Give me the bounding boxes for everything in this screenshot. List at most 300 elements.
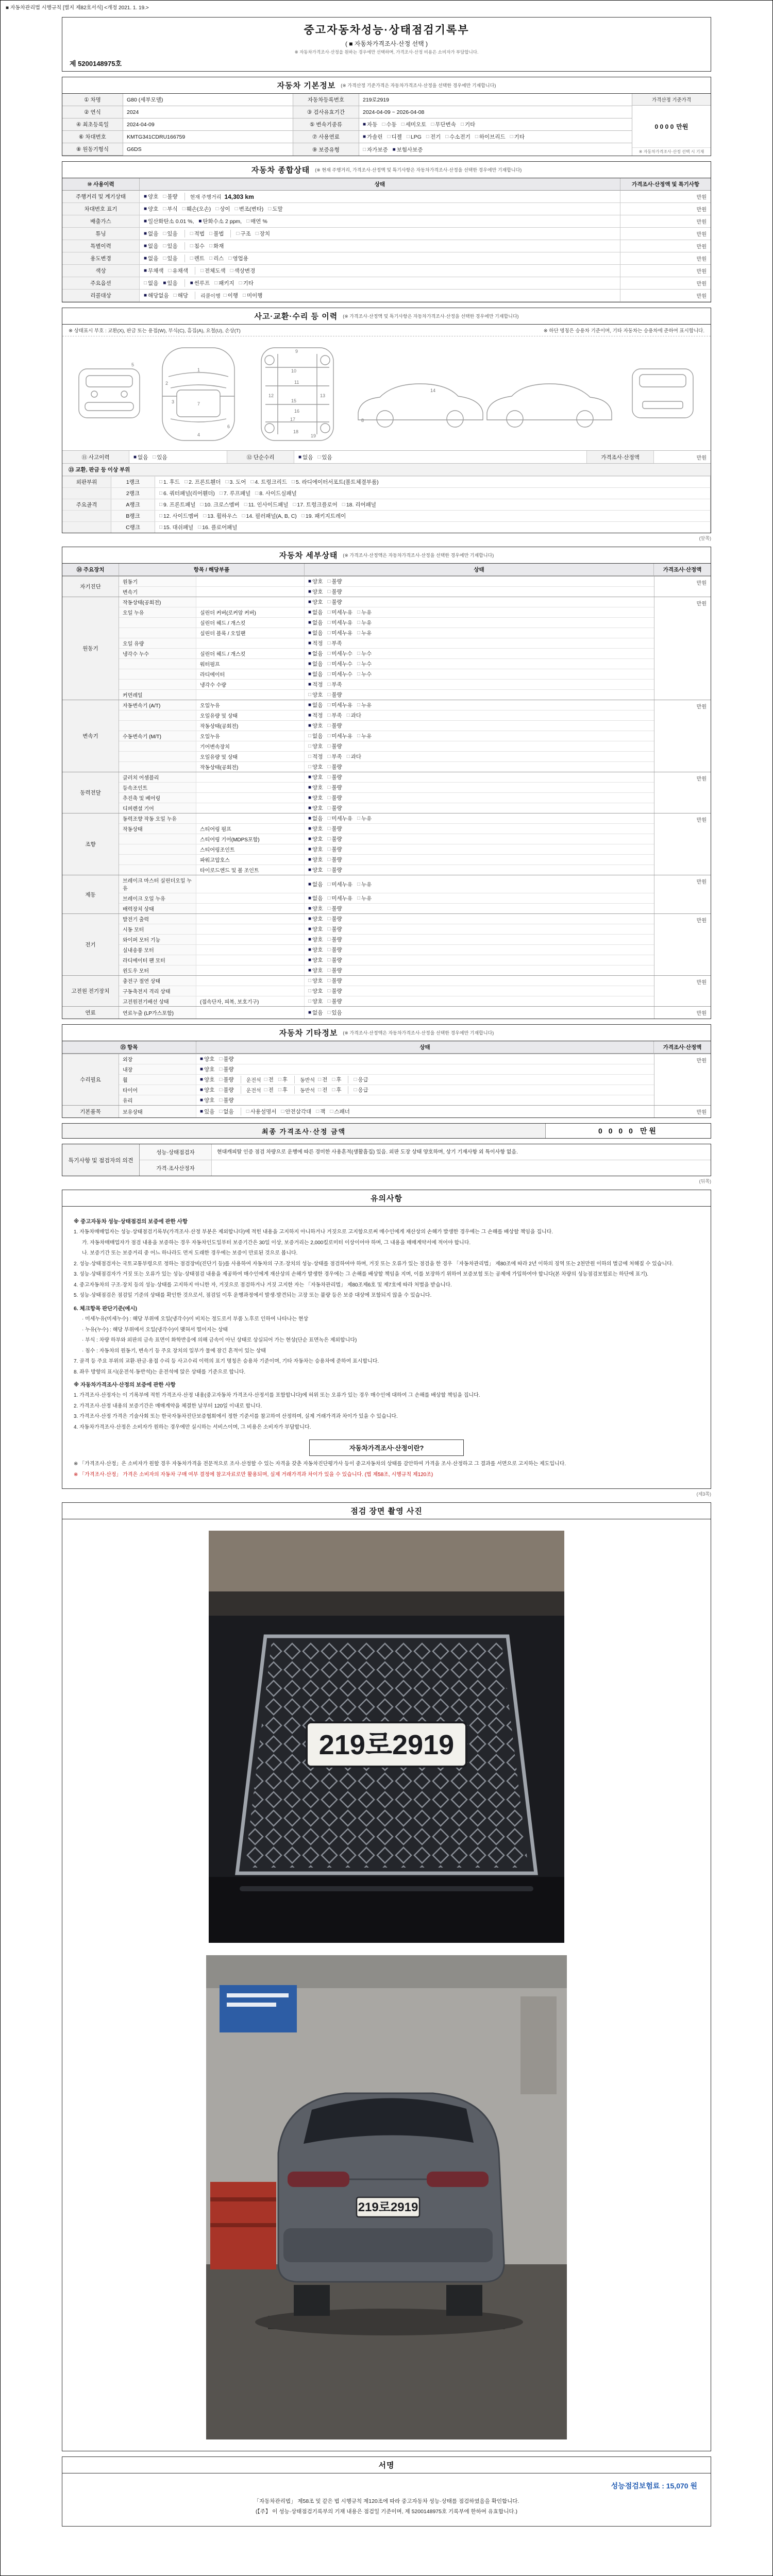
checkbox-option <box>308 742 323 750</box>
checkbox-option <box>308 894 323 902</box>
etc-row <box>119 1106 654 1117</box>
option-label: 양호 <box>204 1087 215 1093</box>
field-label: ① 차명 <box>62 94 123 106</box>
notice-paragraph: 6. 체크항목 판단기준(예시) <box>74 1305 138 1312</box>
car-damage-diagram <box>62 336 711 451</box>
panel-options <box>155 499 711 510</box>
checkbox-icon: □ <box>318 1087 322 1093</box>
device-group-price: 만원 <box>654 875 711 913</box>
state-segment <box>144 267 193 275</box>
option-label: 양호 <box>148 194 159 200</box>
checkbox-option <box>308 794 323 802</box>
checkbox-option <box>327 794 342 802</box>
checkbox-icon: □ <box>318 1077 322 1082</box>
option-label: 없음 <box>312 609 323 616</box>
field-label: ④ 최초등록일 <box>62 118 123 131</box>
etc-part: 유리 <box>119 1095 196 1105</box>
device-part <box>119 855 196 865</box>
checkbox-option <box>363 121 377 128</box>
checkbox-option <box>308 866 323 874</box>
device-part: 실내송풍 모터 <box>119 945 196 955</box>
option-label: 양호 <box>312 937 323 943</box>
checkbox-option <box>327 815 352 822</box>
option-label: 해당 <box>177 293 188 299</box>
wheel <box>294 2285 330 2316</box>
option-label: 양호 <box>312 988 323 994</box>
state-segment <box>308 773 347 781</box>
device-part <box>119 659 196 669</box>
checkbox-icon: ■ <box>308 881 312 887</box>
checkbox-option <box>219 1076 233 1083</box>
checkbox-icon: □ <box>173 293 177 298</box>
remarks-row <box>140 1144 711 1160</box>
checkbox-option <box>308 915 323 923</box>
checkbox-icon: ■ <box>190 280 193 286</box>
notice-paragraph: 가. 자동차매매업자가 점검 내용을 보증하는 경우 자동차인도일부터 보증기간은 30일 이상, 보증거리는 2,000킬로미터 이상이어야 하며, 그 내용을 매매계약서에 적어야 합니다. <box>82 1240 471 1246</box>
device-state <box>305 577 654 586</box>
checkbox-icon: □ <box>159 513 163 519</box>
notice-paragraph: ※ 자동차가격조사·산정의 보증에 관한 사항 <box>74 1382 176 1388</box>
document-header <box>62 17 711 72</box>
section-note: (※ 가격조사·산정액은 자동차가격조사·산정을 선택한 경우에만 기재합니다) <box>343 1030 494 1036</box>
state-segment <box>144 205 288 213</box>
option-label: 불량 <box>331 579 342 585</box>
option-label: 양호 <box>312 906 323 912</box>
checkbox-icon: □ <box>182 206 186 212</box>
legend-note: ※ 하단 명칭은 승용차 기준이며, 기타 자동차는 승용차에 준하여 표시합니다. <box>543 328 704 334</box>
price-survey-definition-paragraph: ※ 「가격조사·산정」은 소비자가 원할 경우 자동차가격을 전문적으로 조사·산정할 수 있는 자격을 갖춘 자동차진단평가사 등이 중고자동차의 상태를 감안하여 가격을 조사·산정하고 그 결과를 서면으로 고지하는 제도입니다. <box>74 1461 566 1467</box>
field-label: 자동차등록번호 <box>293 94 359 106</box>
checkbox-icon: ■ <box>308 857 312 862</box>
panel-category <box>62 511 111 521</box>
state-segment <box>308 588 347 596</box>
device-item: 파워고압호스 <box>196 855 305 865</box>
option-label: 미세누유 <box>331 620 352 626</box>
segment-label: 리콜이행 <box>200 294 221 299</box>
state-segment <box>308 905 347 912</box>
section-accident-header <box>62 308 711 325</box>
device-state <box>305 607 654 617</box>
checkbox-option <box>332 1086 341 1094</box>
svg-text:10: 10 <box>291 368 297 374</box>
checkbox-icon: ■ <box>200 1077 204 1082</box>
device-part <box>119 834 196 844</box>
checkbox-option <box>239 279 254 287</box>
base-price-label: 가격산정 기준가격 <box>632 94 711 106</box>
checkbox-option <box>347 753 361 760</box>
checkbox-icon: □ <box>327 599 331 605</box>
checkbox-option <box>327 701 352 709</box>
field-value <box>359 106 632 118</box>
device-row <box>119 844 654 854</box>
checkbox-option <box>327 588 342 596</box>
section-overall-header <box>62 162 711 178</box>
checkbox-icon: □ <box>431 122 434 127</box>
checkbox-option <box>219 1065 233 1073</box>
row-state <box>140 277 620 290</box>
checkbox-icon: ■ <box>200 1056 204 1062</box>
option-label: 안전삼각대 <box>285 1109 312 1115</box>
device-item <box>196 986 305 996</box>
row-label: 주행거리 및 계기상태 <box>62 191 140 203</box>
checkbox-icon: □ <box>215 206 219 212</box>
option-label: 4. 트렁크리드 <box>255 479 287 485</box>
state-segment <box>144 279 182 287</box>
device-row <box>119 741 654 751</box>
etc-state <box>196 1075 654 1084</box>
checkbox-option <box>342 501 376 509</box>
checkbox-option <box>209 255 224 262</box>
checkbox-option <box>363 146 388 154</box>
checkbox-option <box>200 1096 214 1104</box>
option-label: 있음 <box>204 1109 215 1115</box>
etc-row <box>119 1064 654 1074</box>
state-segment <box>184 242 229 250</box>
device-item <box>196 793 305 803</box>
option-label: 없음 <box>148 243 159 249</box>
checkbox-icon: ■ <box>144 256 147 261</box>
row-price: 만원 <box>620 203 711 215</box>
option-label: LPG <box>410 133 422 140</box>
etc-state <box>196 1095 654 1105</box>
notice-paragraph: 1. 자동차매매업자는 성능·상태점검기록부(가격조사·산정 부분은 제외합니다)에 적힌 내용을 고지하지 아니하거나 거짓으로 고지함으로써 매수인에게 재산상의 손해가 발생한 경우에는 그 손해를 배상할 책임을 집니다. <box>74 1229 553 1235</box>
checkbox-icon: □ <box>401 122 405 127</box>
checkbox-icon: □ <box>327 609 331 615</box>
checkbox-option <box>144 255 158 262</box>
field-value <box>359 94 632 106</box>
checkbox-option <box>308 956 323 964</box>
section-accident-history <box>62 308 711 533</box>
option-label: 양호 <box>312 846 323 853</box>
overall-table-head <box>62 178 711 191</box>
checkbox-option <box>327 670 352 678</box>
device-state <box>305 752 654 761</box>
device-state <box>305 628 654 638</box>
checkbox-icon: □ <box>317 454 321 460</box>
checkbox-icon: □ <box>357 661 361 667</box>
checkbox-option <box>327 997 342 1005</box>
device-item <box>196 772 305 782</box>
checkbox-icon: □ <box>327 867 331 873</box>
base-price-digits: 0 0 0 0 <box>654 123 674 130</box>
row-state <box>140 265 620 277</box>
checkbox-option <box>327 763 342 771</box>
column-header: 항목 / 해당부품 <box>119 564 305 576</box>
checkbox-option <box>144 292 169 299</box>
checkbox-icon: □ <box>330 1109 333 1114</box>
checkbox-option <box>327 977 342 985</box>
checkbox-option <box>308 650 323 657</box>
checkbox-option <box>357 701 372 709</box>
base-price-note: ※ 자동차가격조사·산정 선택 시 기재 <box>632 147 711 156</box>
price-value: 만원 <box>696 455 707 461</box>
option-label: 전 <box>268 1077 274 1083</box>
notice-paragraph: 1. 가격조사·산정자는 이 기록부에 적힌 가격조사·산정 내용(중고자동차 가격조사·산정서를 포함합니다)에 허위 또는 오류가 있는 경우 매수인에 대하여 그 손해를 배상할 책임을 집니다. <box>74 1393 480 1399</box>
checkbox-option <box>224 292 238 299</box>
etc-group-price: 만원 <box>654 1054 711 1105</box>
state-segment <box>308 866 347 874</box>
checkbox-option <box>243 292 262 299</box>
device-item: 실린더 헤드 / 개스킷 <box>196 618 305 628</box>
device-row <box>119 586 654 597</box>
checkbox-icon: □ <box>327 957 331 963</box>
svg-text:5: 5 <box>131 362 135 367</box>
device-group-price: 만원 <box>654 1007 711 1019</box>
option-label: 양호 <box>204 1097 215 1104</box>
device-group-name: 변속기 <box>62 700 119 772</box>
section-note: (※ 가격조사·산정액 및 특기사항은 자동차가격조사·산정을 선택한 경우에만 기재합니다) <box>343 314 519 319</box>
checkbox-icon: □ <box>200 268 204 274</box>
form-reference: ■ 자동차관리법 시행규칙 [별지 제82호서식] <개정 2021. 1. 19.> <box>6 5 149 11</box>
photos-body <box>62 1519 711 2451</box>
device-item <box>196 783 305 792</box>
checkbox-option <box>281 1108 311 1115</box>
option-label: 양호 <box>312 826 323 832</box>
price-survey-definition-paragraph: ※ 「가격조사·산정」 가격은 소비자의 자동차 구매 여부 결정에 참고자료로만 활용되며, 실제 거래가격과 차이가 있을 수 있습니다. (법 제58조, 시행규칙 제120조) <box>74 1471 433 1478</box>
device-part: 충전구 절연 상태 <box>119 976 196 986</box>
checkbox-option <box>144 193 158 200</box>
option-label: 매연 <box>250 218 261 225</box>
row-label: 색상 <box>62 265 140 277</box>
checkbox-icon: ■ <box>308 579 312 584</box>
option-label: 불량 <box>331 857 342 863</box>
state-segment <box>308 936 347 943</box>
section-title: 유의사항 <box>371 1194 402 1203</box>
section-title: 자동차 종합상태 <box>251 166 310 175</box>
device-row <box>119 854 654 865</box>
checkbox-option <box>445 133 470 141</box>
field-value-text: 2024 <box>127 109 139 115</box>
option-label: 이행 <box>227 293 238 299</box>
option-label: 미세누유 <box>331 895 352 902</box>
notice-paragraph: 2. 성능·상태점검자는 국토교통부령으로 정하는 점검장비(진단기 등)를 사용하여 자동차의 구조·장치의 성능·상태를 점검하여야 하며, 거짓 또는 오류가 있는 점검을 한 경우 「자동차관리법」 제80조에 따라 2년 이하의 징역 또는 2천만원 이하의 벌금에 처해질 수 있습니다. <box>74 1261 674 1267</box>
checkbox-icon: □ <box>278 1087 281 1093</box>
device-part <box>119 844 196 854</box>
checkbox-icon: □ <box>346 754 350 759</box>
option-label: 부족 <box>331 640 342 647</box>
state-segment <box>308 732 376 740</box>
checkbox-icon: ■ <box>308 774 312 780</box>
option-label: 5. 라디에이터서포트(볼트체결부품) <box>295 479 379 485</box>
overall-row <box>62 290 711 302</box>
option-label: 전 <box>322 1077 328 1083</box>
checkbox-option <box>308 629 323 637</box>
checkbox-icon: □ <box>255 231 259 236</box>
option-label: 영업용 <box>232 256 248 262</box>
device-part: 구동축전지 격리 상태 <box>119 986 196 996</box>
checkbox-option <box>461 121 475 128</box>
row-state <box>140 290 620 302</box>
device-row <box>119 782 654 792</box>
checkbox-option <box>235 205 264 213</box>
row-price: 만원 <box>620 240 711 252</box>
document-content <box>62 17 711 2527</box>
checkbox-icon: □ <box>190 243 193 249</box>
checkbox-option <box>190 279 210 287</box>
option-label: 불량 <box>331 957 342 963</box>
device-part: 냉각수 누수 <box>119 649 196 658</box>
checkbox-option <box>327 773 342 781</box>
checkbox-option <box>200 1055 214 1063</box>
checkbox-icon: □ <box>242 513 245 519</box>
checkbox-icon: □ <box>219 490 223 496</box>
checkbox-icon: □ <box>327 723 331 728</box>
panel-rank: B랭크 <box>111 511 155 521</box>
device-part <box>119 741 196 751</box>
checkbox-option <box>308 701 323 709</box>
checkbox-icon: □ <box>357 630 361 636</box>
checkbox-option <box>407 134 422 140</box>
checkbox-option <box>327 845 342 853</box>
state-segment <box>144 217 272 225</box>
option-label: 색상변경 <box>234 268 256 274</box>
checkbox-option <box>278 1086 288 1094</box>
inspection-insurance-fee <box>76 2481 697 2491</box>
option-label: 불량 <box>331 774 342 781</box>
notice-paragraph: 3. 성능·상태점검자가 거짓 또는 오류가 있는 성능·상태점검 내용을 제공하여 매수인에게 재산상의 손해가 발생한 경우에는 그 손해를 배상할 책임을 지며, 이를 보장하기 위하여 보증보험 또는 공제에 가입하여야 합니다(본 차량의 성능점검보험료는 하단에 표기). <box>74 1272 649 1278</box>
checkbox-icon: □ <box>327 998 331 1004</box>
checkbox-option <box>327 578 342 585</box>
row-state <box>140 252 620 265</box>
state-segment <box>184 255 253 262</box>
checkbox-option <box>144 230 158 238</box>
checkbox-icon: ■ <box>308 916 312 922</box>
field-value-text: G6DS <box>127 146 142 152</box>
option-label: 불량 <box>331 988 342 994</box>
device-item <box>196 814 305 823</box>
checkbox-option <box>387 133 401 141</box>
panel-rank: 2랭크 <box>111 488 155 499</box>
device-group-name: 자기진단 <box>62 577 119 597</box>
device-item: 스티어링조인트 <box>196 844 305 854</box>
option-label: 상이 <box>220 206 230 212</box>
checkbox-icon: ■ <box>198 218 202 224</box>
checkbox-icon: □ <box>346 713 350 718</box>
option-label: 있음 <box>331 1010 342 1016</box>
panel-options <box>155 477 711 487</box>
state-segment <box>294 1076 346 1083</box>
checkbox-option <box>308 905 323 912</box>
option-label: 부족 <box>331 713 342 719</box>
state-segment <box>200 1096 239 1104</box>
checkbox-option <box>327 608 352 616</box>
checkbox-option <box>308 763 323 771</box>
checkbox-option <box>244 501 289 509</box>
option-label: 없음 <box>312 1010 323 1016</box>
section-title: 자동차 세부상태 <box>279 551 338 560</box>
checkbox-icon: ■ <box>308 836 312 842</box>
checkbox-option <box>308 977 323 985</box>
checkbox-icon: □ <box>219 1066 223 1072</box>
state-segment <box>308 987 347 995</box>
option-label: 15. 대쉬패널 <box>163 524 194 531</box>
checkbox-option <box>301 512 346 520</box>
checkbox-icon: □ <box>209 231 213 236</box>
svg-text:18: 18 <box>293 429 299 434</box>
checkbox-option <box>308 967 323 974</box>
field-label: ⑥ 차대번호 <box>62 131 123 143</box>
option-label: 13. 휠하우스 <box>207 513 238 519</box>
checkbox-option <box>278 1076 288 1083</box>
row-label: 배출가스 <box>62 215 140 228</box>
checkbox-icon: □ <box>327 916 331 922</box>
row-label: 특별이력 <box>62 240 140 252</box>
option-label: 무단변속 <box>435 122 456 128</box>
checkbox-option <box>203 512 237 520</box>
option-label: 과다 <box>350 713 362 719</box>
final-price-digits: 0 0 0 0 <box>598 1127 635 1135</box>
device-item <box>196 955 305 965</box>
checkbox-icon: ■ <box>308 702 312 708</box>
panel-rank: 1랭크 <box>111 477 155 487</box>
checkbox-icon: □ <box>327 895 331 901</box>
option-label: 3. 도어 <box>229 479 246 485</box>
device-part: 브레이크 오일 누유 <box>119 893 196 903</box>
device-row <box>119 669 654 679</box>
checkbox-option <box>159 512 198 520</box>
checkbox-icon: □ <box>327 881 331 887</box>
device-group-price: 만원 <box>654 597 711 700</box>
panel-rank-row <box>62 521 711 533</box>
device-part: 변속기 <box>119 587 196 597</box>
svg-text:15: 15 <box>291 398 297 403</box>
checkbox-option <box>327 598 342 606</box>
checkbox-icon: ■ <box>308 609 312 615</box>
device-state <box>305 659 654 669</box>
svg-text:6: 6 <box>227 424 230 429</box>
checkbox-icon: □ <box>190 256 193 261</box>
option-label: 18. 리어패널 <box>346 502 376 508</box>
signature-body <box>62 2473 711 2526</box>
device-item: (접속단자, 피복, 보호기구) <box>196 996 305 1006</box>
option-label: 불량 <box>331 826 342 832</box>
checkbox-option <box>327 629 352 637</box>
checkbox-option <box>200 501 239 509</box>
option-label: 부족 <box>331 754 342 760</box>
option-label: 누수 <box>361 651 372 657</box>
checkbox-icon: ■ <box>308 895 312 901</box>
license-plate-text: 219로2919 <box>358 2200 418 2215</box>
option-label: 없음 <box>312 661 323 667</box>
svg-text:16: 16 <box>294 409 300 414</box>
etc-group <box>62 1105 711 1117</box>
checkbox-icon: □ <box>281 1109 284 1114</box>
checkbox-icon: ■ <box>308 785 312 790</box>
device-state <box>305 924 654 934</box>
checkbox-icon: □ <box>342 502 345 507</box>
checkbox-icon: □ <box>327 785 331 790</box>
row-price: 만원 <box>620 191 711 203</box>
checkbox-option <box>200 1086 214 1094</box>
checkbox-option <box>327 753 342 760</box>
option-label: 12. 사이드멤버 <box>163 513 199 519</box>
option-label: 19. 패키지트레이 <box>305 513 346 519</box>
state-segment <box>308 880 376 888</box>
checkbox-option <box>327 825 342 833</box>
device-part: 클러치 어셈블리 <box>119 772 196 782</box>
checkbox-icon: □ <box>268 206 272 212</box>
option-label: 없음 <box>312 671 323 677</box>
option-label: 양호 <box>204 1077 215 1083</box>
option-label: 불량 <box>331 916 342 922</box>
tail-light <box>288 2172 349 2187</box>
device-state <box>305 587 654 597</box>
checkbox-option <box>200 1065 214 1073</box>
column-header: 가격조사·산정액 <box>654 1041 711 1054</box>
device-state <box>305 649 654 658</box>
detail-table-head <box>62 564 711 576</box>
field-label: ③ 검사유효기간 <box>293 106 359 118</box>
